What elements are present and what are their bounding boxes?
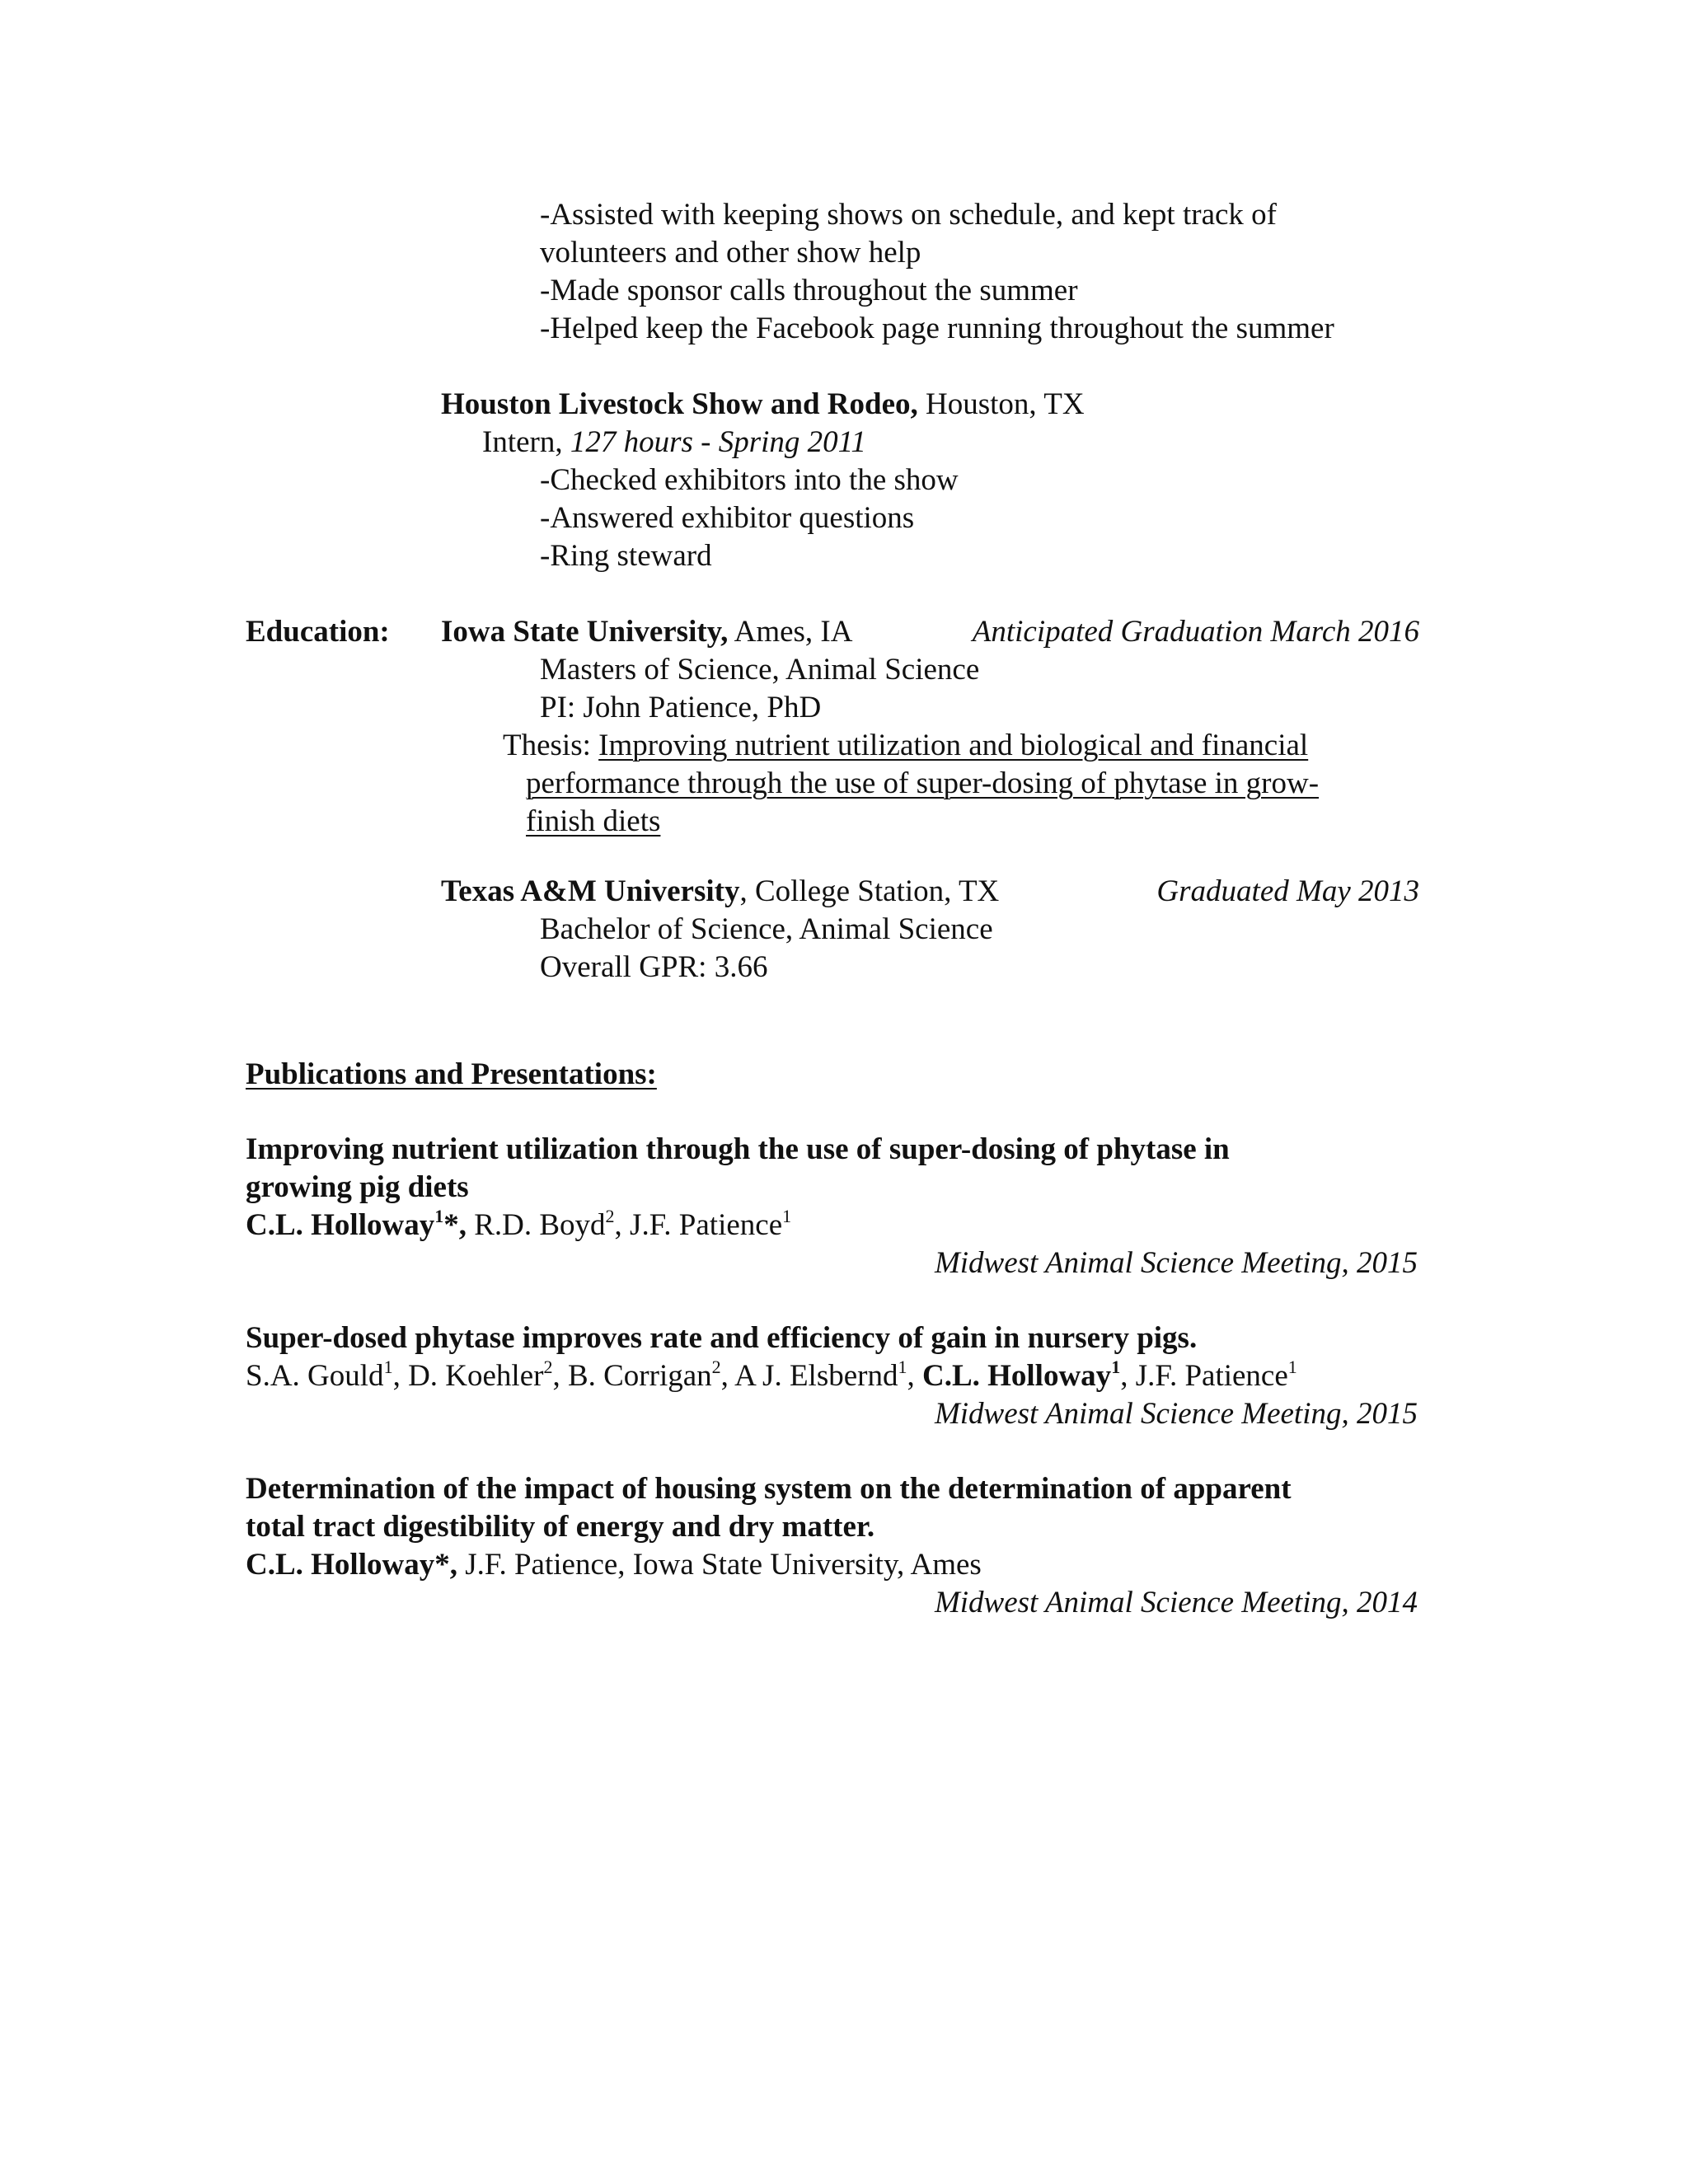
publication-title: Determination of the impact of housing system on the determination of apparent (246, 1472, 1292, 1506)
houston-heading (441, 386, 1085, 424)
thesis-title: performance through the use of super-dosing of phytase in grow- (526, 766, 1320, 800)
thesis-title: Improving nutrient utilization and biological and financial (598, 729, 1309, 762)
thesis-title: finish diets (526, 804, 661, 838)
bullet-line: volunteers and other show help (540, 236, 921, 269)
iowa-degree: Masters of Science, Animal Science (540, 653, 980, 687)
publication-venue: Midwest Animal Science Meeting, 2015 (934, 1397, 1418, 1431)
author-name: R.D. Boyd (466, 1208, 606, 1242)
author-name: , D. Koehler (392, 1359, 544, 1393)
bullet-line: -Ring steward (540, 539, 712, 573)
author-affiliation: 1 (782, 1205, 792, 1226)
author-affiliation: 1 (383, 1356, 393, 1377)
thesis-label: Thesis: (503, 729, 599, 762)
houston-hours: 127 hours - Spring 2011 (570, 425, 866, 459)
author-name: C.L. Holloway*, (246, 1548, 457, 1582)
publication-title: Super-dosed phytase improves rate and efficiency of gain in nursery pigs. (246, 1321, 1198, 1355)
education-heading: Education: (246, 615, 390, 649)
iowa-heading (441, 613, 852, 651)
author-affiliation: 1 (434, 1205, 444, 1226)
publication-title: total tract digestibility of energy and dry matter. (246, 1510, 875, 1544)
bullet-line: -Assisted with keeping shows on schedule, and kept track of (540, 198, 1277, 232)
texas-degree: Bachelor of Science, Animal Science (540, 912, 993, 946)
publication-title: Improving nutrient utilization through the use of super-dosing of phytase in (246, 1132, 1230, 1166)
bullet-line: -Made sponsor calls throughout the summer (540, 274, 1078, 307)
iowa-name: Iowa State University, (441, 615, 729, 649)
texas-name: Texas A&M University (441, 874, 740, 908)
author-name: , B. Corrigan (552, 1359, 712, 1393)
author-affiliation: 2 (605, 1205, 615, 1226)
publication-authors (246, 1546, 982, 1584)
bullet-line: -Answered exhibitor questions (540, 501, 915, 535)
author-affiliation: 2 (711, 1356, 721, 1377)
author-name: C.L. Holloway (921, 1359, 1112, 1393)
texas-gpr: Overall GPR: 3.66 (540, 950, 768, 984)
publication-venue: Midwest Animal Science Meeting, 2014 (934, 1586, 1418, 1619)
publication-title: growing pig diets (246, 1170, 469, 1204)
houston-location: Houston, TX (917, 387, 1085, 421)
iowa-date: Anticipated Graduation March 2016 (972, 615, 1419, 649)
publication-authors (246, 1207, 791, 1244)
bullet-line: -Helped keep the Facebook page running throughout the summer (540, 312, 1334, 345)
author-name: J.F. Patience, Iowa State University, Ames (457, 1548, 982, 1582)
author-name: *, (443, 1208, 467, 1242)
author-name: S.A. Gould (246, 1359, 384, 1393)
author-name: , (907, 1359, 922, 1393)
author-name: , J.F. Patience (1120, 1359, 1288, 1393)
texas-heading (441, 873, 999, 911)
texas-date: Graduated May 2013 (1156, 874, 1419, 908)
bullet-line: -Checked exhibitors into the show (540, 463, 959, 497)
author-name: C.L. Holloway (246, 1208, 435, 1242)
thesis-line (503, 727, 1308, 765)
houston-role: Intern, (482, 425, 570, 459)
publications-heading: Publications and Presentations: (246, 1057, 657, 1091)
iowa-location: Ames, IA (728, 615, 853, 649)
author-affiliation: 1 (1287, 1356, 1297, 1377)
houston-role-line (482, 424, 866, 462)
iowa-pi: PI: John Patience, PhD (540, 691, 822, 724)
publication-venue: Midwest Animal Science Meeting, 2015 (934, 1246, 1418, 1280)
houston-org: Houston Livestock Show and Rodeo, (441, 387, 918, 421)
texas-location: , College Station, TX (739, 874, 1000, 908)
author-name: , J.F. Patience (614, 1208, 783, 1242)
publication-authors (246, 1357, 1297, 1395)
author-affiliation: 1 (898, 1356, 907, 1377)
author-affiliation: 1 (1111, 1356, 1121, 1377)
author-affiliation: 2 (543, 1356, 553, 1377)
author-name: , A J. Elsbernd (720, 1359, 898, 1393)
